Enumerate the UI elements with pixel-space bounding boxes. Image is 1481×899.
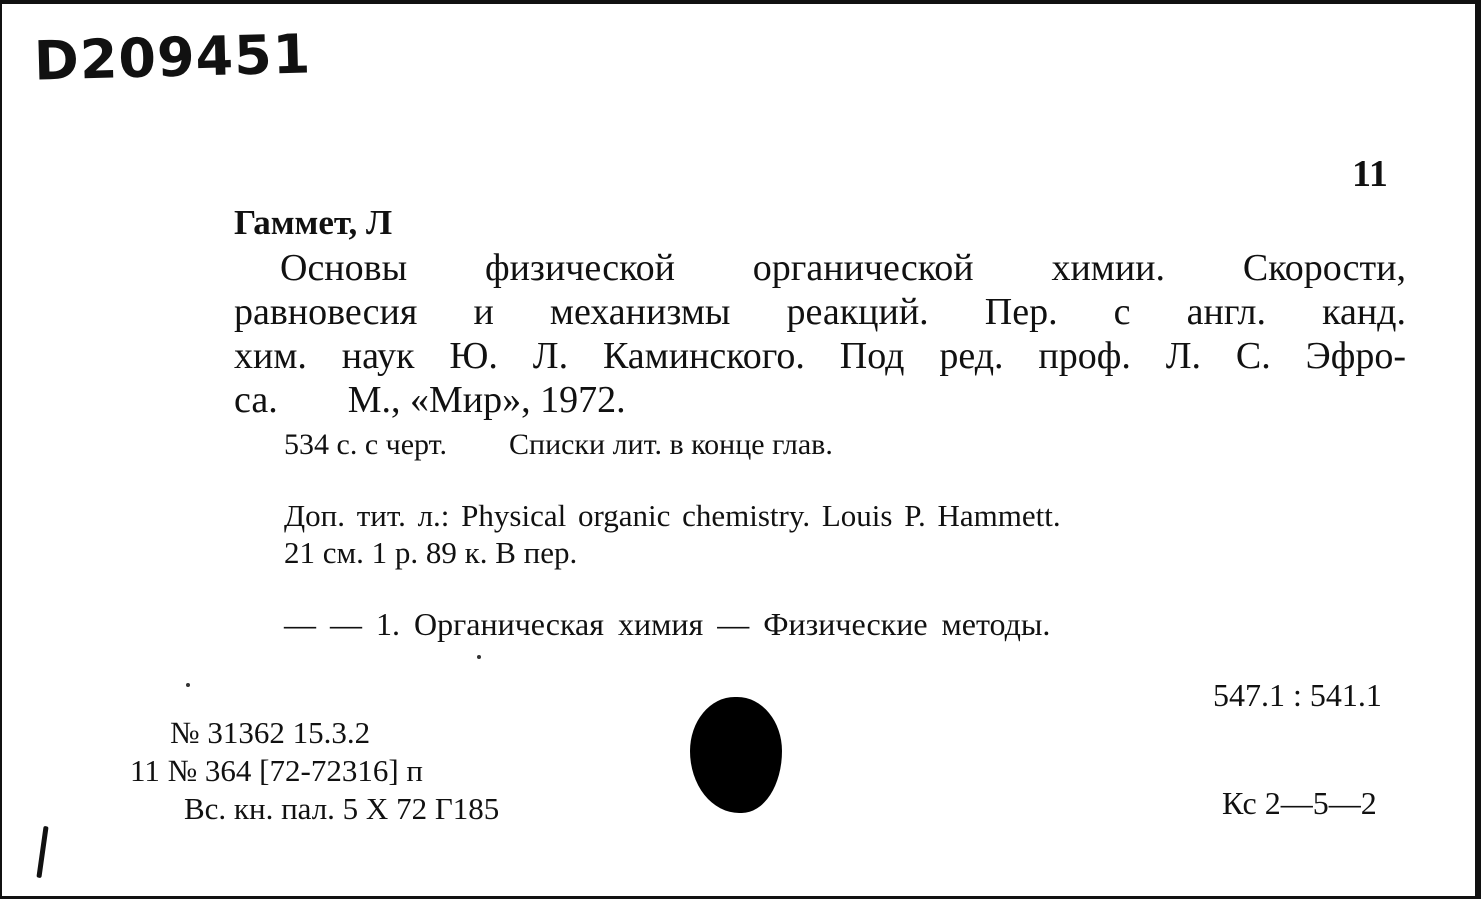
title-line-end: са. [234, 379, 278, 421]
parallel-title-note: Доп. тит. л.: Physical organic chemistry. Louis P. Hammett. [284, 498, 1061, 533]
page-count: 534 с. с черт. [284, 428, 447, 461]
card-border-right [1475, 0, 1481, 899]
speck [186, 683, 190, 687]
size-price-binding: 21 см. 1 р. 89 к. В пер. [284, 535, 578, 570]
punch-hole [690, 697, 782, 813]
classification-code: Кс 2—5—2 [1222, 785, 1377, 821]
title-line: Основы физической органической химии. Скорости, [280, 247, 1406, 289]
collation [284, 428, 833, 462]
imprint: М., «Мир», 1972. [347, 379, 626, 421]
margin-mark [36, 826, 48, 878]
speck [477, 655, 481, 659]
registration-line: 11 № 364 [72-72316] п [130, 753, 423, 788]
title-statement [234, 246, 1406, 422]
subject-heading: — — 1. Органическая химия — Физические методы. [284, 606, 1051, 642]
bibliography-note: Списки лит. в конце глав. [509, 428, 833, 461]
author-heading: Гаммет, Л [234, 203, 393, 242]
handwritten-inventory-number: D209451 [33, 22, 313, 93]
registration-block [130, 714, 500, 828]
registration-line: № 31362 15.3.2 [170, 715, 371, 750]
card-border-top [0, 0, 1481, 4]
title-last-line [234, 378, 1406, 422]
title-line: равновесия и механизмы реакций. Пер. с англ. канд. [234, 291, 1406, 333]
shelf-mark: 11 [1352, 153, 1388, 195]
registration-line: Вс. кн. пал. 5 Х 72 Г185 [184, 791, 500, 826]
card-border-left [0, 0, 2, 899]
udc-code: 547.1 : 541.1 [1213, 677, 1382, 713]
title-line: хим. наук Ю. Л. Каминского. Под ред. проф. Л. С. Эфро- [234, 335, 1406, 377]
